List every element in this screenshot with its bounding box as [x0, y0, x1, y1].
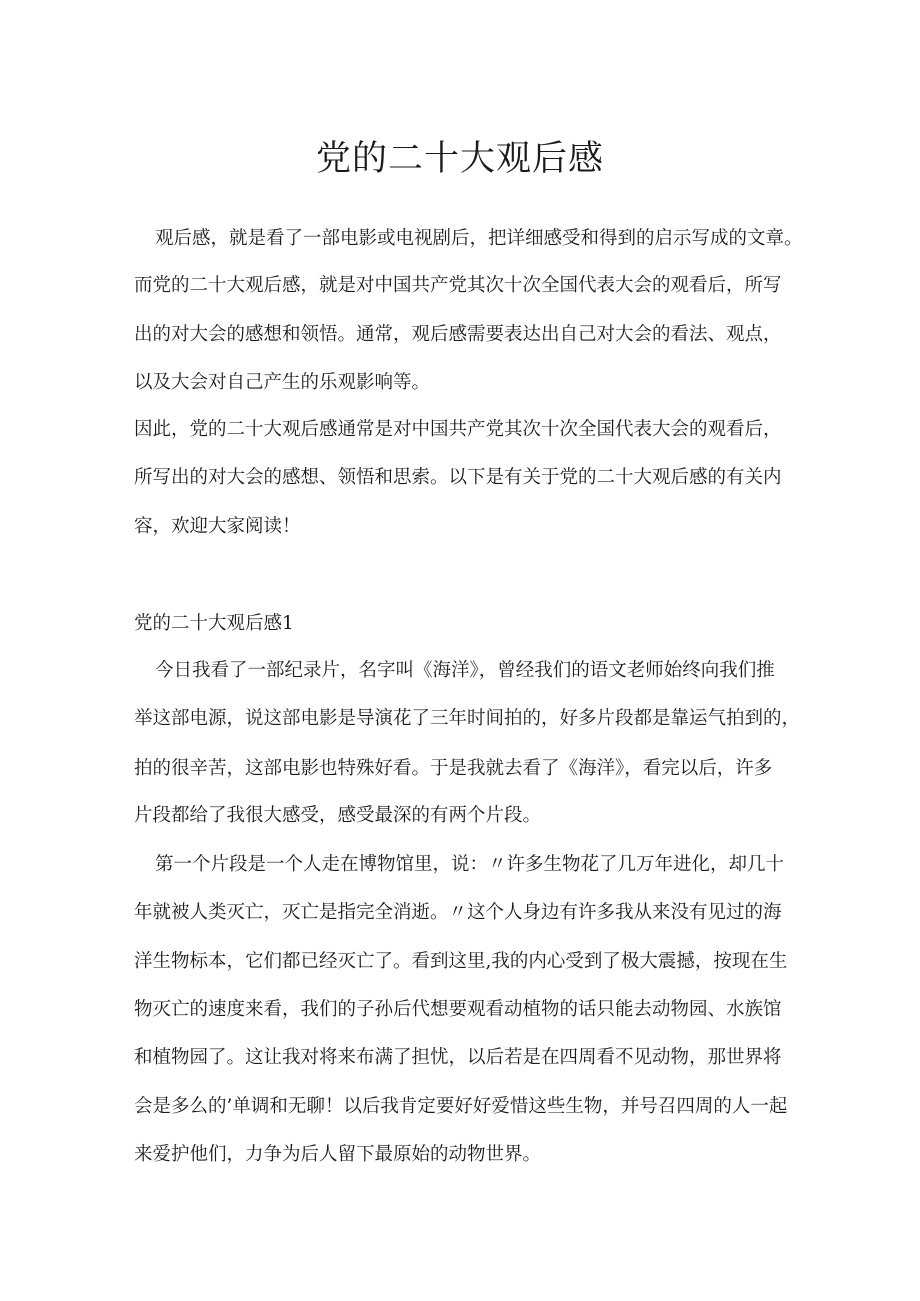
body-line-5: 第一个片段是一个人走在博物馆里，说：〃许多生物花了几万年进化，却几十: [155, 854, 785, 875]
body-line-1: 今日我看了一部纪录片，名字叫《海洋》，曾经我们的语文老师始终向我们推: [155, 660, 775, 681]
body-line-7: 洋生物标本，它们都已经灭亡了。看到这里,我的内心受到了极大震撼，按现在生: [134, 951, 788, 972]
intro-line-4: 以及大会对自己产生的乐观影响等。: [134, 372, 431, 393]
document-title: 党的二十大观后感: [315, 139, 604, 179]
body-line-4: 片段都给了我很大感受，感受最深的有两个片段。: [134, 805, 542, 826]
body-line-8: 物灭亡的速度来看，我们的子孙后代想要观看动植物的话只能去动物园、水族馆: [134, 999, 782, 1020]
intro-line-2: 而党的二十大观后感，就是对中国共产党其次十次全国代表大会的观看后，所写: [134, 275, 782, 296]
intro-line-3: 出的对大会的感想和领悟。通常，观后感需要表达出自己对大会的看法、观点，: [134, 324, 782, 345]
intro-line-6: 所写出的对大会的感想、领悟和思索。以下是有关于党的二十大观后感的有关内: [134, 467, 782, 488]
body-line-11: 来爱护他们，力争为后人留下最原始的动物世界。: [134, 1144, 542, 1165]
intro-line-5: 因此，党的二十大观后感通常是对中国共产党其次十次全国代表大会的观看后，: [134, 419, 782, 440]
intro-line-7: 容，欢迎大家阅读！: [134, 516, 301, 537]
body-line-2: 举这部电源，说这部电影是导演花了三年时间拍的，好多片段都是靠运气拍到的，: [134, 708, 801, 729]
section-heading: 党的二十大观后感1: [134, 613, 294, 634]
body-line-6: 年就被人类灭亡，灭亡是指完全消逝。〃这个人身边有许多我从来没有见过的海: [134, 902, 782, 923]
intro-line-1: 观后感，就是看了一部电影或电视剧后，把详细感受和得到的启示写成的文章。: [155, 228, 803, 249]
body-line-10: 会是多么的’单调和无聊！以后我肯定要好好爱惜这些生物，并号召四周的人一起: [134, 1096, 788, 1117]
body-line-9: 和植物园了。这让我对将来布满了担忧，以后若是在四周看不见动物，那世界将: [134, 1047, 782, 1068]
body-line-3: 拍的很辛苦，这部电影也特殊好看。于是我就去看了《海洋》，看完以后，许多: [134, 758, 773, 779]
